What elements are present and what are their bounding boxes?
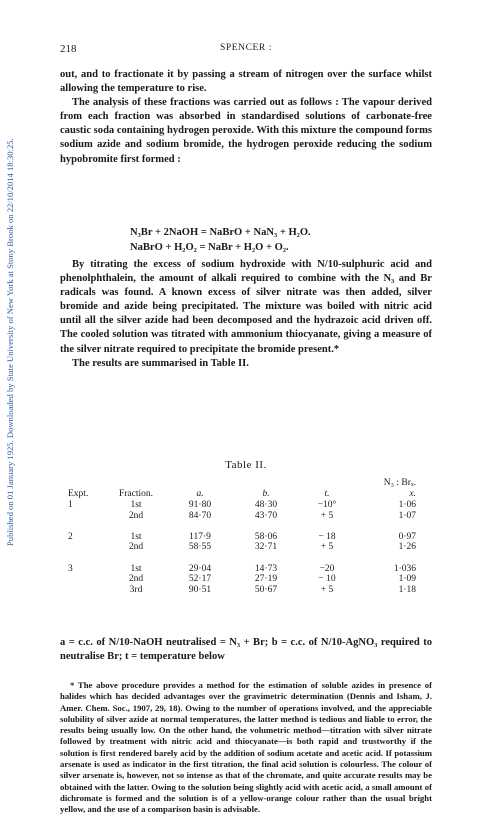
column-header: a. [196,489,204,499]
page-number: 218 [60,43,77,55]
table-row: 3 1st 29·04 14·73 −20 1·036 [68,563,416,574]
paragraph: By titrating the excess of sodium hydroxide with N/10-sulphuric acid and phenolphthalein, the amount of alkali required to combine with the N₃ and Br radicals was found. A known excess of silver nitrate was then added, silver bromide and azide being precipitated. The mixture was boiled with nitric acid until all the silver azide had been decomposed and the hydrazoic acid driven off. The cooled solution was titrated with ammonium thiocyanate, giving a measure of the silver nitrate required to precipitate the bromide present.* [60,259,432,355]
column-header: t. [324,489,330,499]
running-head: SPENCER : [219,43,273,53]
paragraph: out, and to fractionate it by passing a stream of nitrogen over the surface whilst allowing the temperature to rise. [60,69,432,95]
body-text [60,68,432,167]
ratio-header: N₃ : Brₓ. [383,478,416,488]
table-row: 2nd 52·17 27·19 − 10 1·09 [128,574,416,585]
table-title: Table II. [225,459,267,471]
table-row: 2nd 58·55 32·71 + 5 1·26 [128,542,416,553]
column-header: b. [262,489,270,499]
equation: N₃Br + 2NaOH = NaBrO + NaN₃ + H₂O. [130,227,311,238]
column-header: Expt. [68,489,89,499]
results-table [68,478,416,595]
table-row: 3rd 90·51 50·67 + 5 1·18 [129,584,416,595]
table-row: 1 1st 91·80 48·30 −10° 1·06 [68,500,416,510]
column-header: x. [409,489,416,499]
paragraph: The analysis of these fractions was carried out as follows : The vapour derived from each fraction was absorbed in standardised solutions of carbonate-free caustic soda containing hydrogen peroxide. With this mixture the compound forms sodium azide and sodium bromide, the hydrogen peroxide reducing the sodium hypobromite first formed : [60,97,433,165]
table-row: 2nd 84·70 43·70 + 5 1·07 [128,510,416,521]
publication-stamp: Published on 01 January 1925. Downloaded by State University of New York at Stony Brook on 22/10/2014 18:30:25. [5,138,15,546]
column-header: Fraction. [118,489,154,499]
table-legend: a = c.c. of N/10-NaOH neutralised = N₃ + Br; b = c.c. of N/10-AgNO₃ required to neutralise Br; t = temperature below [60,637,432,663]
body-text-continued [60,258,432,371]
equation: NaBrO + H₂O₂ = NaBr + H₂O + O₂. [130,242,289,253]
footnote-text: * The above procedure provides a method for the estimation of soluble azides in presence of halides which has decided advantages over the gravimetric determination (Dennis and Isham, J. Amer. Chem. Soc., 1907, 29, 18). Owing to the number of operations involved, and the appreciable solubility of silver azide at normal temperatures, the latter method is tedious and liable to error, the results being usually low. On the other hand, the volumetric method—titration with silver nitrate followed by treatment with nitric acid and thiocyanate—is both rapid and trustworthy if the solution is first rendered barely acid by the addition of sodium acetate and acetic acid. If potassium arsenate is used as indicator in the first titration, the final acid solution is colourless. The colour of silver arsenate is, however, not so intense as that of the chromate, and quite accurate results may be obtained with the latter. Owing to the solution being slightly acid with acetic acid, a small amount of dichromate is formed and the solution is of a yellow-orange colour rather than the usual bright yellow, and the use of a comparison basin is advisable. [60,680,432,815]
footnote [60,680,432,816]
table-row: 2 1st 117·9 58·06 − 18 0·97 [68,531,416,542]
table-header-row [68,489,416,500]
page-header [60,43,432,57]
paragraph: The results are summarised in Table II. [72,357,249,369]
